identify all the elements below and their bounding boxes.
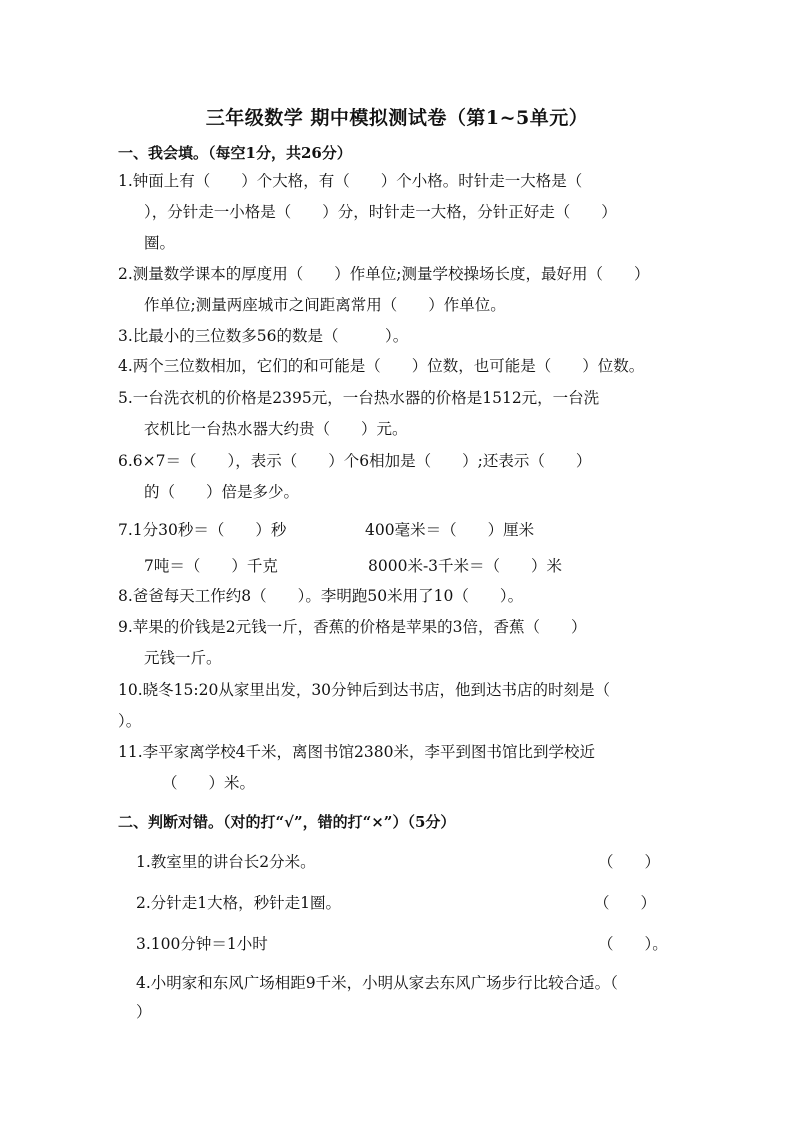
question-3: 3.比最小的三位数多56的数是（ ）。 (118, 327, 409, 345)
section-2-heading: 二、判断对错。（对的打“√”，错的打“×”）（5分） (118, 813, 456, 831)
judge-item-1-answer-blank: （ ） (598, 853, 661, 871)
question-7a: 7.1分30秒＝（ ）秒 (118, 521, 287, 539)
question-1-line-2: ），分针走一小格是（ ）分，时针走一大格，分针正好走（ ） (144, 203, 617, 221)
question-10-line-1: 10.晓冬15:20从家里出发，30分钟后到达书店，他到达书店的时刻是（ (118, 681, 611, 699)
question-7c: 7吨＝（ ）千克 (144, 557, 278, 575)
question-6-line-1: 6.6×7＝（ ），表示（ ）个6相加是（ ）;还表示（ ） (118, 452, 592, 470)
judge-item-1: 1.教室里的讲台长2分米。 (136, 853, 316, 871)
question-2-line-1: 2.测量数学课本的厚度用（ ）作单位;测量学校操场长度，最好用（ ） (118, 265, 650, 283)
section-1-heading: 一、我会填。（每空1分，共26分） (118, 144, 352, 162)
question-11-line-1: 11.李平家离学校4千米，离图书馆2380米，李平到图书馆比到学校近 (118, 743, 595, 761)
question-10-line-2: ）。 (118, 712, 142, 730)
judge-item-4: 4.小明家和东风广场相距9千米，小明从家去东风广场步行比较合适。（ (136, 974, 618, 992)
question-5-line-2: 衣机比一台热水器大约贵（ ）元。 (144, 420, 408, 438)
question-9-line-1: 9.苹果的价钱是2元钱一斤，香蕉的价格是苹果的3倍，香蕉（ ） (118, 618, 587, 636)
question-8: 8.爸爸每天工作约8（ ）。李明跑50米用了10（ ）。 (118, 587, 524, 605)
question-1-line-1: 1.钟面上有（ ）个大格，有（ ）个小格。时针走一大格是（ (118, 172, 583, 190)
judge-item-4-cont: ） (136, 1003, 152, 1021)
question-7b: 400毫米＝（ ）厘米 (365, 521, 535, 539)
judge-item-2: 2.分针走1大格，秒针走1圈。 (136, 894, 342, 912)
question-1-line-3: 圈。 (144, 234, 176, 252)
question-6-line-2: 的（ ）倍是多少。 (144, 483, 300, 501)
question-11-line-2: （ ）米。 (162, 774, 256, 792)
question-7d: 8000米-3千米＝（ ）米 (368, 557, 563, 575)
question-9-line-2: 元钱一斤。 (144, 649, 222, 667)
question-2-line-2: 作单位;测量两座城市之间距离常用（ ）作单位。 (144, 296, 506, 314)
page-title: 三年级数学 期中模拟测试卷（第1~5单元） (205, 107, 589, 129)
judge-item-2-answer-blank: （ ） (594, 894, 657, 912)
question-5-line-1: 5.一台洗衣机的价格是2395元，一台热水器的价格是1512元，一台洗 (118, 389, 600, 407)
judge-item-3: 3.100分钟＝1小时 (136, 935, 268, 953)
question-4: 4.两个三位数相加，它们的和可能是（ ）位数，也可能是（ ）位数。 (118, 357, 645, 375)
judge-item-3-answer-blank: （ ）。 (598, 935, 668, 953)
